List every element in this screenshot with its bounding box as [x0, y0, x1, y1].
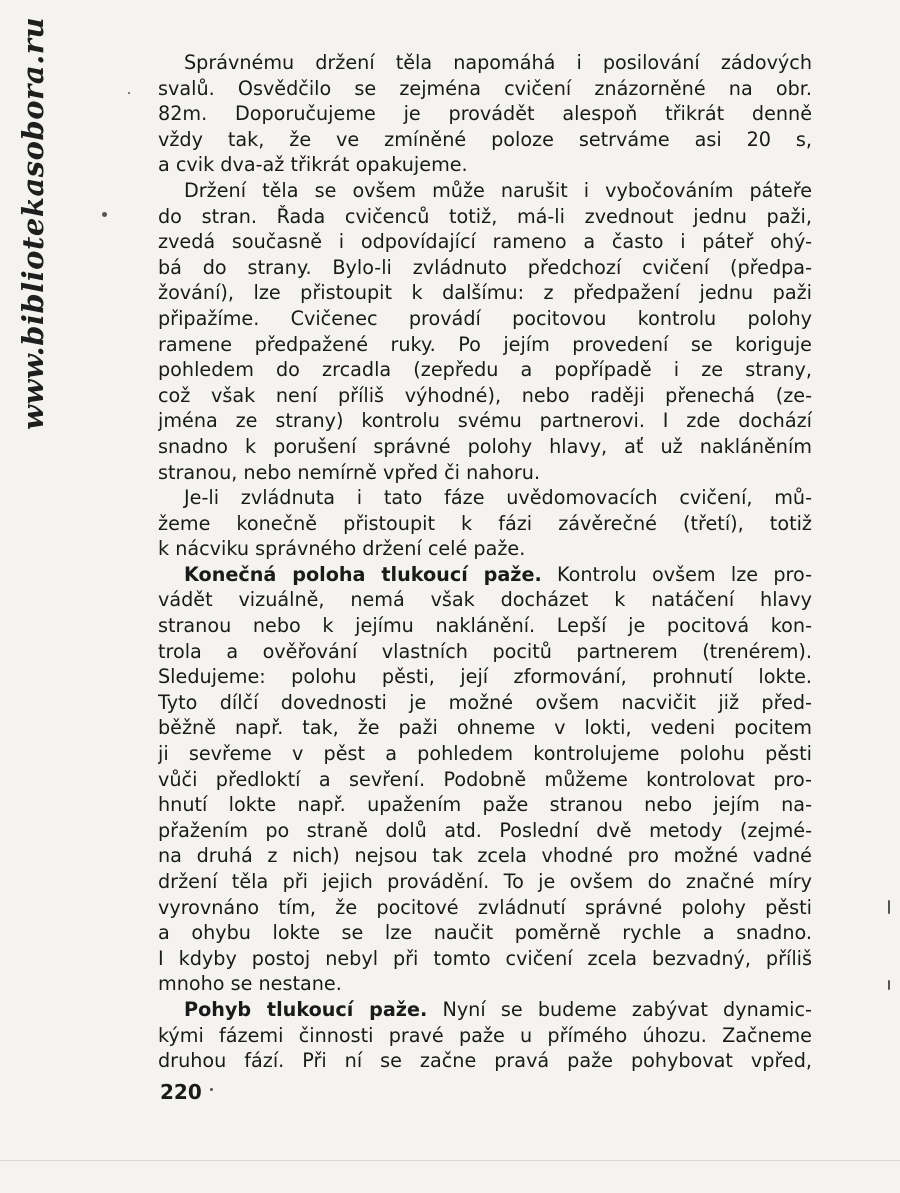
paragraph-final-phase — [158, 485, 812, 562]
text-line: Správnému držení těla napomáhá i posilování zádových — [184, 51, 812, 74]
text-line: zvedá současně i odpovídající rameno a často i páteř ohý- — [158, 230, 812, 254]
text-line: ramene předpažené ruky. Po jejím provedení se koriguje — [158, 332, 812, 356]
text-line: trola a ověřování vlastních pocitů partnerem (trenérem). — [158, 639, 812, 663]
text-line: druhou fází. Při ní se začne pravá paže pohybovat vpřed, — [158, 1049, 812, 1073]
text-line: žování), lze přistoupit k dalšímu: z předpažení jednu paži — [158, 281, 812, 305]
text-line: Držení těla se ovšem může narušit i vybočováním páteře — [184, 178, 812, 202]
text-line: pohledem do zrcadla (zepředu a popřípadě i ze strany, — [158, 358, 812, 382]
scan-speck — [102, 212, 107, 217]
scan-speck — [888, 900, 890, 914]
section-heading: Pohyb tlukoucí paže. — [184, 997, 428, 1021]
text-line: stranou, nebo nemírně vpřed či nahoru. — [158, 460, 541, 484]
text-line: a ohybu lokte se lze naučit poměrně rychle a snadno. — [158, 921, 812, 945]
paragraph-posture — [158, 50, 812, 178]
text-run: Nyní se budeme zabývat dynamic- — [427, 997, 812, 1021]
text-line: stranou nebo k jejímu naklánění. Lepší je pocitová kon- — [158, 614, 812, 638]
text-line: na druhá z nich) nejsou tak zcela vhodné pro možné vadné — [158, 844, 812, 868]
section-heading: Konečná poloha tlukoucí paže. — [184, 562, 542, 586]
text-line: vždy tak, že ve zmíněné poloze setrváme asi 20 s, — [158, 127, 812, 151]
text-line: k nácviku správného držení celé paže. — [158, 537, 526, 561]
paragraph-final-position — [158, 562, 812, 997]
paragraph-arm-motion — [158, 997, 812, 1074]
text-line: vyrovnáno tím, že pocitové zvládnutí správné polohy pěsti — [158, 895, 812, 919]
text-line: žeme konečně přistoupit k fázi závěrečné (třetí), totiž — [158, 511, 812, 535]
text-line: do stran. Řada cvičenců totiž, má-li zvednout jednu paži, — [158, 204, 812, 228]
scan-speck — [888, 980, 890, 990]
text-line: běžně např. tak, že paži ohneme v lokti, vedeni pocitem — [158, 716, 812, 740]
body-text — [158, 50, 812, 1074]
text-line: jména ze strany) kontrolu svému partnerovi. I zde dochází — [158, 409, 812, 433]
text-line: svalů. Osvědčilo se zejména cvičení znázorněné na obr. — [158, 76, 812, 100]
text-line: Tyto dílčí dovednosti je možné ovšem nacvičit již před- — [158, 690, 812, 714]
text-line: kými fázemi činnosti pravé paže u přímého úhozu. Začneme — [158, 1023, 812, 1047]
text-line — [158, 997, 812, 1023]
text-line: bá do strany. Bylo-li zvládnuto předchozí cvičení (předpa- — [158, 255, 812, 279]
paragraph-spine — [158, 178, 812, 485]
watermark: www.bibliotekasobora.ru — [16, 16, 50, 430]
text-line: 82m. Doporučujeme je provádět alespoň třikrát denně — [158, 102, 812, 126]
scan-speck — [210, 1088, 213, 1091]
text-line: ji sevřeme v pěst a pohledem kontrolujeme polohu pěsti — [158, 742, 812, 766]
text-line: připažíme. Cvičenec provádí pocitovou kontrolu polohy — [158, 306, 812, 330]
text-line: I kdyby postoj nebyl při tomto cvičení zcela bezvadný, příliš — [158, 946, 812, 970]
text-line: přažením po straně dolů atd. Poslední dvě metody (zejmé- — [158, 818, 812, 842]
text-line: mnoho se nestane. — [158, 972, 342, 996]
text-line: a cvik dva-až třikrát opakujeme. — [158, 153, 468, 177]
text-line — [158, 562, 812, 588]
text-line: hnutí lokte např. upažením paže stranou nebo jejím na- — [158, 793, 812, 817]
text-line: vůči předloktí a sevření. Podobně můžeme kontrolovat pro- — [158, 767, 812, 791]
page-edge — [0, 1160, 900, 1161]
text-line: Sledujeme: polohu pěsti, její zformování, prohnutí lokte. — [158, 665, 812, 689]
text-line: snadno k porušení správné polohy hlavy, ať už nakláněním — [158, 434, 812, 458]
text-line: držení těla při jejich provádění. To je ovšem do značné míry — [158, 870, 812, 893]
text-line: vádět vizuálně, nemá však docházet k natáčení hlavy — [158, 588, 812, 612]
text-line: což však není příliš výhodné), nebo raději přenechá (ze- — [158, 383, 812, 407]
scan-speck — [128, 92, 130, 94]
text-line: Je-li zvládnuta i tato fáze uvědomovacích cvičení, mů- — [184, 486, 812, 510]
text-run: Kontrolu ovšem lze pro- — [541, 562, 812, 586]
page-number: 220 — [160, 1080, 202, 1104]
